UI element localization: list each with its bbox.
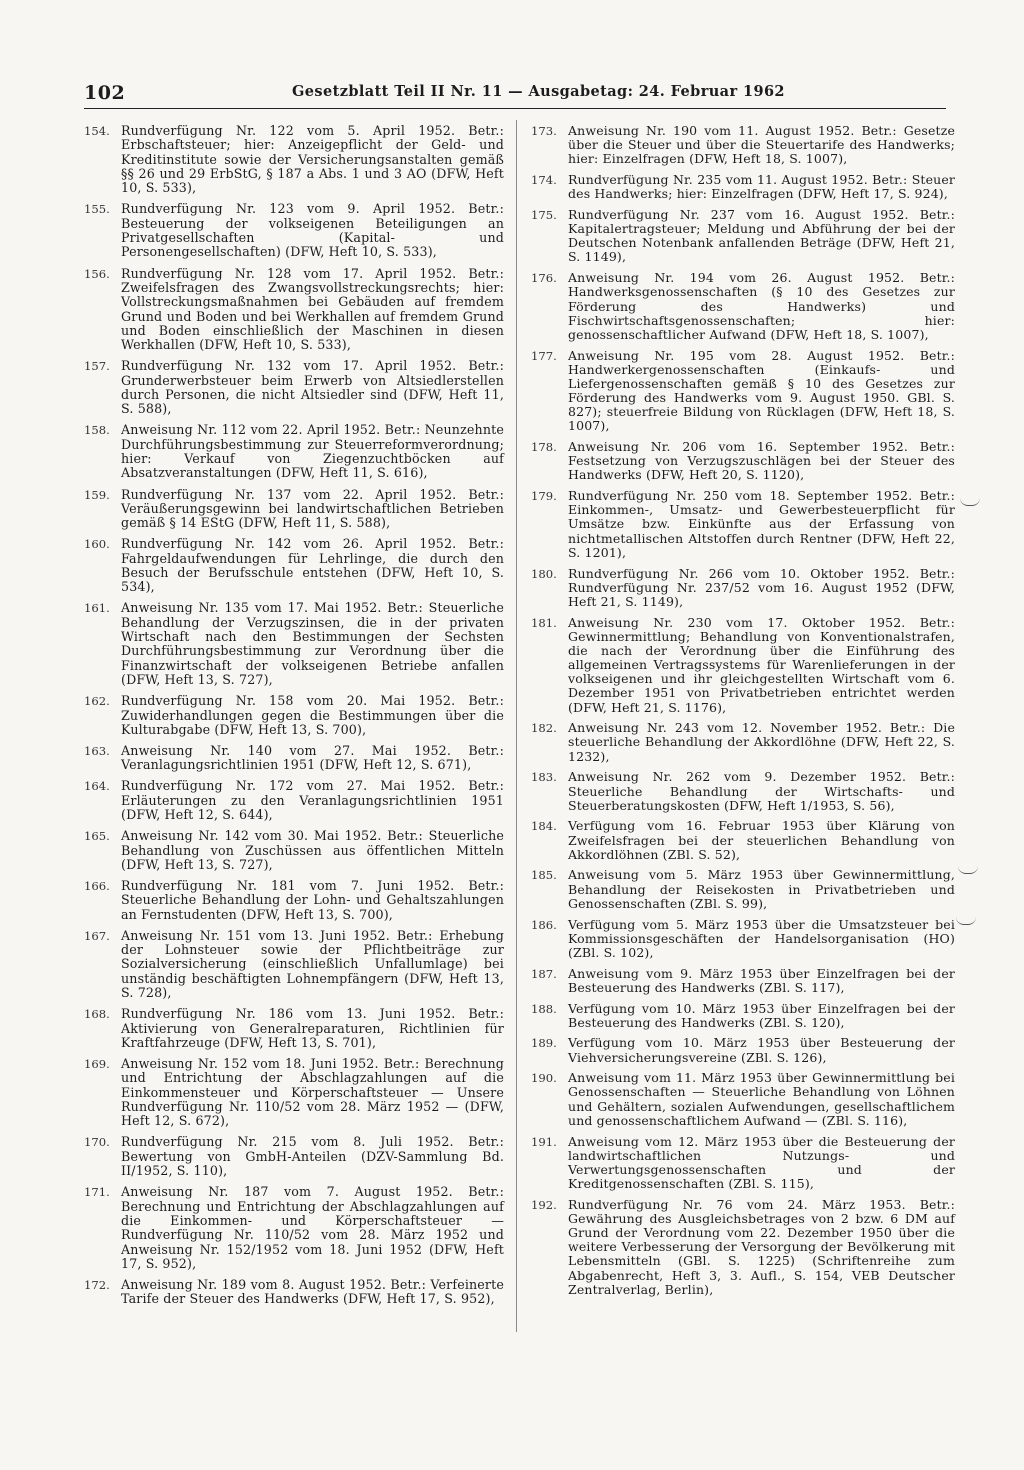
list-item [84,929,504,1001]
entry-number: 191. [531,1134,557,1149]
entry-number: 166. [84,878,110,893]
entry-text: Anweisung Nr. 243 vom 12. November 1952. Betr.: Die steuerliche Behandlung der Akkordlöhne (DFW, Heft 22, S. 1232), [568,720,955,764]
entry-number: 183. [531,770,557,785]
entry-number: 170. [84,1135,110,1150]
list-item [84,779,504,822]
entry-text: Rundverfügung Nr. 137 vom 22. April 1952. Betr.: Veräußerungsgewinn bei landwirtschaftlichen Betrieben gemäß § 14 EStG (DFW, Heft 11, S. 588), [121,486,504,531]
list-item [84,202,504,259]
list-item [531,349,955,434]
entry-text: Anweisung Nr. 262 vom 9. Dezember 1952. Betr.: Steuerliche Behandlung der Wirtschafts- und Steuerberatungskosten (DFW, Heft 1/1953, S. 56), [568,769,955,813]
list-item [531,440,955,482]
entry-text: Anweisung Nr. 140 vom 27. Mai 1952. Betr.: Veranlagungsrichtlinien 1951 (DFW, Heft 12, S. 671), [121,742,504,773]
entry-number: 158. [84,423,110,438]
entry-number: 174. [531,173,557,188]
entry-number: 182. [531,721,557,736]
entry-text: Rundverfügung Nr. 76 vom 24. März 1953. Betr.: Gewährung des Ausgleichsbetrages von 2 bzw. 6 DM auf Grund der Verordnung vom 22. Dezember 1950 über die weitere Verbesserung der Versorgung der Bevölkerung mit Lebensmitteln (GBl. S. 1225) (Schriftenreihe zum Abgabenrecht, Heft 3, 3. Aufl., S. 154, VEB Deutscher Zentralverlag, Berlin), [568,1196,955,1297]
entry-number: 184. [531,819,557,834]
list-item [531,868,955,910]
entry-text: Rundverfügung Nr. 250 vom 18. September 1952. Betr.: Einkommen-, Umsatz- und Gewerbesteuerpflicht für Umsätze bzw. Einkünfte aus der Erfassung von nichtmetallischen Altstoffen durch Rentner (DFW, Heft 22, S. 1201), [568,488,955,560]
list-item [84,879,504,922]
entry-number: 173. [531,124,557,138]
entry-number: 159. [84,487,110,502]
list-item [84,359,504,416]
entry-number: 185. [531,868,557,883]
entry-text: Anweisung Nr. 152 vom 18. Juni 1952. Betr.: Berechnung und Entrichtung der Abschlagzahlungen auf die Einkommensteuer und Körperschaftsteuer — Unsere Rundverfügung Nr. 110/52 vom 28. März 1952 — (DFW, Heft 12, S. 672), [121,1055,504,1129]
header-title: Gesetzblatt Teil II Nr. 11 — Ausgabetag: 24. Februar 1962 [292,83,785,100]
list-item [84,829,504,872]
entry-text: Anweisung Nr. 151 vom 13. Juni 1952. Betr.: Erhebung der Lohnsteuer sowie der Pflichtbeiträge zur Sozialversicherung (einschließlich Unfallumlage) bei unständig beschäftigten Lohnempfängern (DFW, Heft 13, S. 728), [121,927,504,1001]
list-item [531,1002,955,1030]
list-item [531,271,955,342]
entry-number: 178. [531,440,557,455]
entry-number: 155. [84,202,110,217]
list-item [531,616,955,715]
entry-text: Verfügung vom 10. März 1953 über Besteuerung der Viehversicherungsvereine (ZBl. S. 126), [568,1035,955,1065]
list-item [531,770,955,812]
entry-text: Rundverfügung Nr. 266 vom 10. Oktober 1952. Betr.: Rundverfügung Nr. 237/52 vom 16. August 1952 (DFW, Heft 21, S. 1149), [568,565,955,609]
entry-number: 192. [531,1197,557,1212]
entry-text: Anweisung Nr. 112 vom 22. April 1952. Betr.: Neunzehnte Durchführungsbestimmung zur Steuerreformverordnung; hier: Verkauf von Ziegenzuchtböcken auf Absatzveranstaltungen (DFW, Heft 11, S. 616), [121,422,504,481]
entry-number: 175. [531,207,557,222]
entry-number: 164. [84,779,110,794]
list-item [531,567,955,609]
entry-text: Rundverfügung Nr. 123 vom 9. April 1952. Betr.: Besteuerung der volkseigenen Beteiligungen an Privatgesellschaften (Kapital- und Personengesellschaften) (DFW, Heft 10, S. 533), [121,201,504,260]
margin-pencil-mark [958,866,978,874]
page-number: 102 [84,82,126,104]
entry-text: Verfügung vom 16. Februar 1953 über Klärung von Zweifelsfragen bei der steuerlichen Behandlung von Akkordlöhnen (ZBl. S. 52), [568,818,955,862]
entry-text: Anweisung Nr. 194 vom 26. August 1952. Betr.: Handwerksgenossenschaften (§ 10 des Gesetzes zur Förderung des Handwerks) und Fischwirtschaftsgenossenschaften; hier: genossenschaftlicher Aufwand (DFW, Heft 18, S. 1007), [568,270,955,342]
entry-number: 171. [84,1185,110,1200]
entry-number: 188. [531,1001,557,1016]
list-item [531,208,955,265]
list-item [84,124,504,196]
entry-number: 154. [84,124,110,138]
list-item [84,1185,504,1271]
entry-number: 157. [84,359,110,374]
entry-number: 181. [531,615,557,630]
list-item [531,967,955,995]
page-header [84,80,946,109]
list-item [84,601,504,687]
entry-number: 179. [531,489,557,504]
list-item [531,1198,955,1297]
entry-number: 187. [531,966,557,981]
list-item [84,1057,504,1129]
margin-pencil-mark [956,917,976,925]
entry-text: Anweisung Nr. 195 vom 28. August 1952. Betr.: Handwerkergenossenschaften (Einkaufs- und Liefergenossenschaften gemäß § 10 des Gesetzes zur Förderung des Handwerks vom 9. August 1950. GBl. S. 827); steuerfreie Bildung von Rücklagen (DFW, Heft 18, S. 1007), [568,347,955,434]
list-item [84,694,504,737]
entry-number: 163. [84,743,110,758]
list-item [531,1036,955,1064]
list-item [531,489,955,560]
list-item [531,819,955,861]
entry-text: Rundverfügung Nr. 122 vom 5. April 1952. Betr.: Erbschaftsteuer; hier: Anzeigepflicht der Geld- und Kreditinstitute sowie der Versicherungsanstalten gemäß §§ 26 und 29 ErbStG, § 187 a Abs. 1 und 3 AO (DFW, Heft 10, S. 533), [121,123,504,196]
entry-text: Rundverfügung Nr. 132 vom 17. April 1952. Betr.: Grunderwerbsteuer beim Erwerb von Altsiedlerstellen durch Personen, die nicht Altsiedler sind (DFW, Heft 11, S. 588), [121,358,504,417]
list-item [531,1135,955,1192]
entry-text: Rundverfügung Nr. 215 vom 8. Juli 1952. Betr.: Bewertung von GmbH-Anteilen (DZV-Sammlung Bd. II/1952, S. 110), [121,1134,504,1179]
entry-text: Anweisung Nr. 189 vom 8. August 1952. Betr.: Verfeinerte Tarife der Steuer des Handwerks (DFW, Heft 17, S. 952), [121,1276,504,1307]
list-item [531,918,955,960]
list-item [84,1007,504,1050]
column-divider [516,120,517,1332]
entry-number: 169. [84,1056,110,1071]
entry-text: Rundverfügung Nr. 181 vom 7. Juni 1952. Betr.: Steuerliche Behandlung der Lohn- und Gehaltszahlungen an Fernstudenten (DFW, Heft 13, S. 700), [121,877,504,922]
entry-number: 161. [84,601,110,616]
right-column [531,124,955,1303]
entry-text: Anweisung Nr. 187 vom 7. August 1952. Betr.: Berechnung und Entrichtung der Abschlagzahlungen auf die Einkommen- und Körperschaftsteuer — Rundverfügung Nr. 110/52 vom 28. März 1952 und Anweisung Nr. 152/1952 vom 18. Juni 1952 (DFW, Heft 17, S. 952), [121,1184,504,1271]
list-item [84,744,504,773]
entry-number: 160. [84,537,110,552]
list-item [84,267,504,353]
entry-number: 189. [531,1036,557,1051]
list-item [531,1071,955,1128]
entry-number: 167. [84,928,110,943]
entry-text: Verfügung vom 10. März 1953 über Einzelfragen bei der Besteuerung des Handwerks (ZBl. S. 120), [568,1000,955,1030]
list-item [84,488,504,531]
entry-number: 162. [84,694,110,709]
entry-number: 172. [84,1277,110,1292]
entry-text: Anweisung vom 5. März 1953 über Gewinnermittlung, Behandlung der Reisekosten in Privatbetrieben und Genossenschaften (ZBl. S. 99), [568,867,955,911]
entry-text: Rundverfügung Nr. 237 vom 16. August 1952. Betr.: Kapitalertragsteuer; Meldung und Abführung der bei der Deutschen Notenbank anfallenden Beträge (DFW, Heft 21, S. 1149), [568,206,955,265]
entry-text: Anweisung Nr. 230 vom 17. Oktober 1952. Betr.: Gewinnermittlung; Behandlung von Konventionalstrafen, die nach der Verordnung über die Einführung des allgemeinen Vertragssystems für Warenlieferungen in der volkseigenen und ihr gleichgestellten Wirtschaft vom 6. Dezember 1951 von Privatbetrieben entrichtet werden (DFW, Heft 21, S. 1176), [568,614,955,715]
entry-number: 190. [531,1071,557,1086]
entry-text: Anweisung Nr. 135 vom 17. Mai 1952. Betr.: Steuerliche Behandlung der Verzugszinsen, die in der privaten Wirtschaft nach den Bestimmungen der Sechsten Durchführungsbestimmung zur Verordnung über die Finanzwirtschaft der volkseigenen Betriebe anfallen (DFW, Heft 13, S. 727), [121,600,504,688]
list-item [531,721,955,763]
entry-number: 156. [84,266,110,281]
margin-pencil-mark [960,498,980,506]
entry-number: 168. [84,1007,110,1022]
entry-text: Verfügung vom 5. März 1953 über die Umsatzsteuer bei Kommissionsgeschäften der Handelsorganisation (HO) (ZBl. S. 102), [568,916,955,960]
entry-number: 177. [531,348,557,363]
entry-text: Anweisung vom 11. März 1953 über Gewinnermittlung bei Genossenschaften — Steuerliche Behandlung von Löhnen und Gehältern, sozialen Aufwendungen, gesellschaftlichem und genossenschaftlichem Aufwand — (ZBl. S. 116), [568,1070,955,1128]
entry-number: 165. [84,829,110,844]
entry-text: Rundverfügung Nr. 142 vom 26. April 1952. Betr.: Fahrgeldaufwendungen für Lehrlinge, die durch den Besuch der Berufsschule entstehen (DFW, Heft 10, S. 534), [121,536,504,595]
entry-text: Anweisung Nr. 142 vom 30. Mai 1952. Betr.: Steuerliche Behandlung von Zuschüssen aus öffentlichen Mitteln (DFW, Heft 13, S. 727), [121,828,504,872]
list-item [531,124,955,166]
entry-text: Rundverfügung Nr. 235 vom 11. August 1952. Betr.: Steuer des Handwerks; hier: Einzelfragen (DFW, Heft 17, S. 924), [568,172,955,202]
entry-text: Rundverfügung Nr. 172 vom 27. Mai 1952. Betr.: Erläuterungen zu den Veranlagungsrichtlinien 1951 (DFW, Heft 12, S. 644), [121,778,504,823]
entry-text: Anweisung Nr. 206 vom 16. September 1952. Betr.: Festsetzung von Verzugszuschlägen bei der Steuer des Handwerks (DFW, Heft 20, S. 1120), [568,439,955,483]
left-column [84,124,504,1313]
entry-text: Rundverfügung Nr. 186 vom 13. Juni 1952. Betr.: Aktivierung von Generalreparaturen, Richtlinien für Kraftfahrzeuge (DFW, Heft 13, S. 701), [121,1006,504,1050]
list-item [531,173,955,201]
entry-text: Anweisung Nr. 190 vom 11. August 1952. Betr.: Gesetze über die Steuer und über die Steuertarife des Handwerks; hier: Einzelfragen (DFW, Heft 18, S. 1007), [568,123,955,167]
entry-number: 180. [531,566,557,581]
entry-text: Anweisung vom 9. März 1953 über Einzelfragen bei der Besteuerung des Handwerks (ZBl. S. 117), [568,965,955,995]
entry-number: 176. [531,271,557,286]
entry-text: Rundverfügung Nr. 128 vom 17. April 1952. Betr.: Zweifelsfragen des Zwangsvollstreckungsrechts; hier: Vollstreckungsmaßnahmen bei Gebäuden auf fremdem Grund und Boden und bei Werkhallen auf fremdem Grund und Boden einschließlich der Maschinen in diesen Werkhallen (DFW, Heft 10, S. 533), [121,265,504,353]
entry-number: 186. [531,917,557,932]
entry-text: Rundverfügung Nr. 158 vom 20. Mai 1952. Betr.: Zuwiderhandlungen gegen die Bestimmungen über die Kulturabgabe (DFW, Heft 13, S. 700), [121,693,504,737]
list-item [84,1135,504,1178]
list-item [84,423,504,480]
list-item [84,537,504,594]
entry-text: Anweisung vom 12. März 1953 über die Besteuerung der landwirtschaftlichen Nutzungs- und Verwertungsgenossenschaften und der Kreditgenossenschaften (ZBl. S. 115), [568,1133,955,1191]
list-item [84,1278,504,1307]
